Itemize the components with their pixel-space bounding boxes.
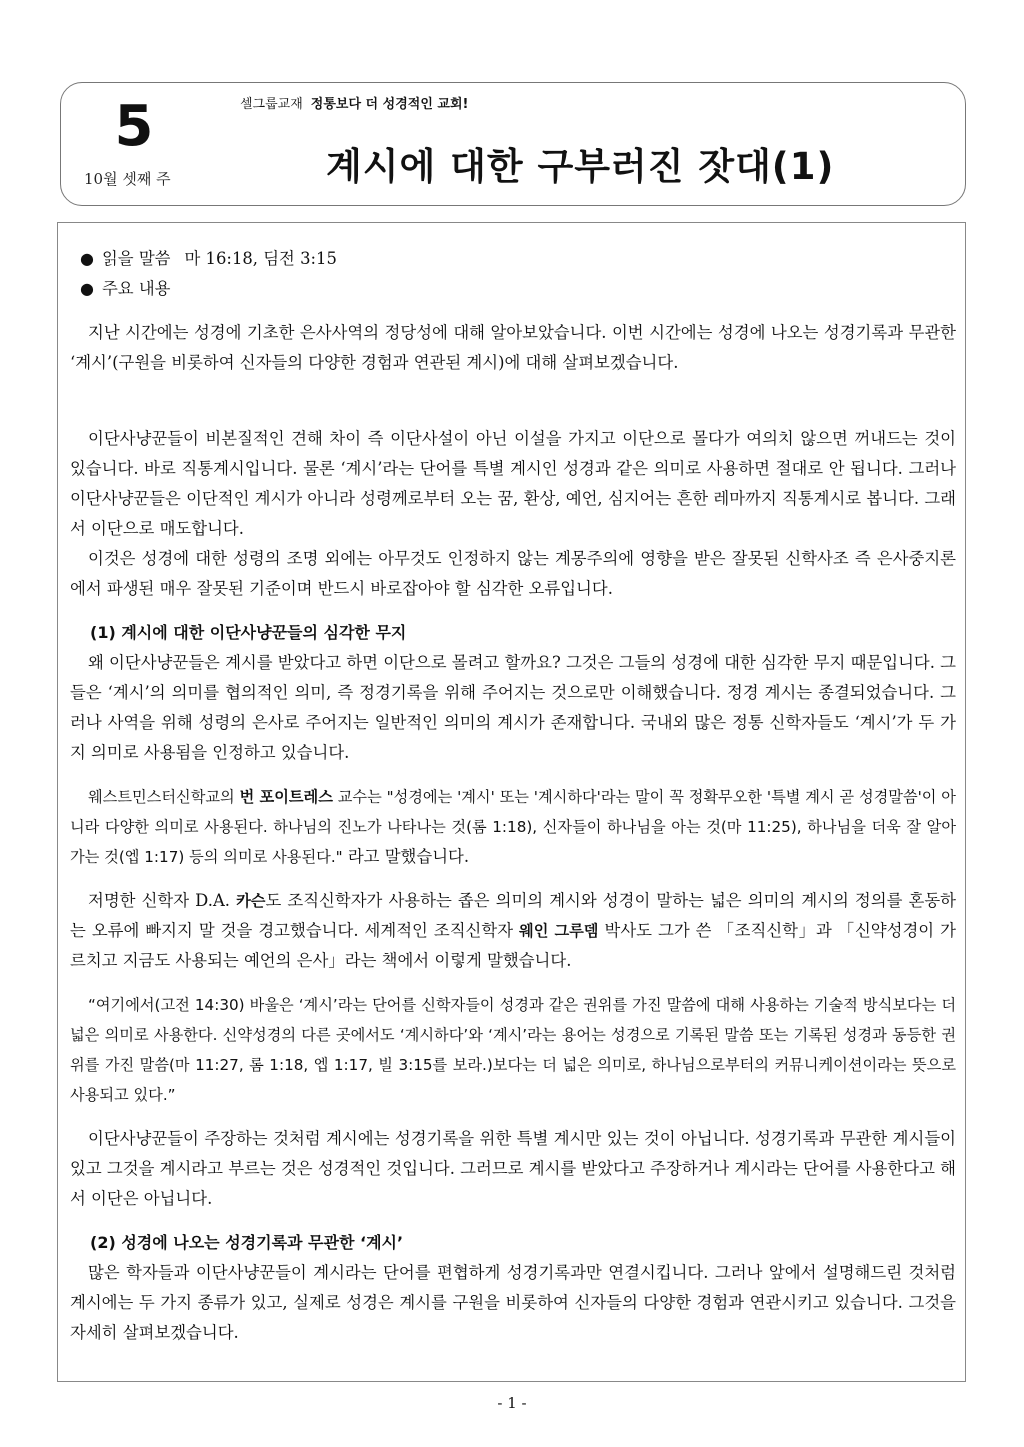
quote-grudem: “여기에서(고전 14:30) 바울은 ‘계시’라는 단어를 신학자들이 성경과 같은 권위를 가진 말씀에 대해 사용하는 기술적 방식보다는 더 넓은 의미로 사용한다. 신약성경의 다른 곳에서도 ‘계시하다’와 ‘계시’라는 용어는 성경으로 기록된 말씀 또는 기록된 성경과 동등한 권위를 가진 말씀(마 11:27, 롬 1:18, 엡 1:17, 빌 3:15를 보라.)보다는 더 넓은 의미로, 하나님으로부터의 커뮤니케이션이라는 뜻으로 사용되고 있다.” [70, 996, 956, 1104]
section-heading-1: (1) 계시에 대한 이단사냥꾼들의 심각한 무지 [90, 623, 407, 642]
name-grudem: 웨인 그루뎀 [519, 922, 599, 940]
spacer [70, 378, 956, 424]
series-line [240, 93, 468, 112]
week-label: 10월 셋째 주 [84, 170, 171, 188]
bullet-icon: ● [80, 249, 94, 268]
paragraph-conclusion: 이단사냥꾼들이 주장하는 것처럼 계시에는 성경기록을 위한 특별 계시만 있는 것이 아닙니다. 성경기록과 무관한 계시들이 있고 그것을 계시라고 부르는 것은 성경적인 것입니다. 그러므로 계시를 받았다고 주장하거나 계시라는 단어를 사용한다고 해서 이단은 아닙니다. [70, 1129, 956, 1208]
main-content-label: 주요 내용 [101, 279, 171, 298]
paragraph-intro: 지난 시간에는 성경에 기초한 은사사역의 정당성에 대해 알아보았습니다. 이번 시간에는 성경에 나오는 성경기록과 무관한 ‘계시’(구원을 비롯하여 신자들의 다양한 경험과 연관된 계시)에 대해 살펴보겠습니다. [70, 323, 956, 372]
spacer [70, 1214, 956, 1228]
bullet-icon: ● [80, 279, 94, 298]
page-number: - 1 - [497, 1394, 527, 1412]
spacer [70, 604, 956, 618]
spacer [70, 872, 956, 886]
spacer [70, 304, 956, 318]
reading-value: 마 16:18, 딤전 3:15 [184, 249, 337, 268]
series-label: 셀그룹교재 [240, 97, 303, 112]
spacer [70, 976, 956, 990]
paragraph-two-kinds: 많은 학자들과 이단사냥꾼들이 계시라는 단어를 편협하게 성경기록과만 연결시킵니다. 그러나 앞에서 설명해드린 것처럼 계시에는 두 가지 종류가 있고, 실제로 성경은 계시를 구원을 비롯하여 신자들의 다양한 경험과 연관시키고 있습니다. 그것을 자세히 살펴보겠습니다. [70, 1263, 956, 1342]
paragraph-direct-revelation: 이단사냥꾼들이 비본질적인 견해 차이 즉 이단사설이 아닌 이설을 가지고 이단으로 몰다가 여의치 않으면 꺼내드는 것이 있습니다. 바로 직통계시입니다. 물론 ‘계시’라는 단어를 특별 계시인 성경과 같은 의미로 사용하면 절대로 안 됩니다. 그러나 이단사냥꾼들은 이단적인 계시가 아니라 성령께로부터 오는 꿈, 환상, 예언, 심지어는 흔한 레마까지 직통계시로 봅니다. 그래서 이단으로 매도합니다. [70, 429, 956, 538]
series-title: 정통보다 더 성경적인 교회! [310, 97, 469, 112]
lesson-number: 5 [114, 94, 154, 159]
reading-row [70, 244, 956, 274]
paragraph-carson-grudem: 저명한 신학자 D.A. 카슨도 조직신학자가 사용하는 좁은 의미의 계시와 성경이 말하는 넓은 의미의 계시의 정의를 혼동하는 오류에 빠지지 말 것을 경고했습니다. 세계적인 조직신학자 웨인 그루뎀 박사도 그가 쓴 「조직신학」과 「신약성경이 가르치고 지금도 사용되는 예언의 은사」라는 책에서 이렇게 말했습니다. [70, 891, 956, 970]
main-content-row [70, 274, 956, 304]
section-heading-2: (2) 성경에 나오는 성경기록과 무관한 ‘계시’ [90, 1233, 404, 1252]
paragraph-poythress: 웨스트민스터신학교의 번 포이트레스 교수는 "성경에는 '계시' 또는 '계시하다'라는 말이 꼭 정확무오한 '특별 계시 곧 성경말씀'이 아니라 다양한 의미로 사용된다. 하나님의 진노가 나타나는 것(롬 1:18), 신자들이 하나님을 아는 것(마 11:25), 하나님을 더욱 잘 알아가는 것(엡 1:17) 등의 의미로 사용된다." 라고 말했습니다. [70, 788, 956, 866]
spacer [70, 768, 956, 782]
name-carson: 카슨 [236, 892, 266, 910]
content-body [70, 244, 956, 1348]
paragraph-ignorance: 왜 이단사냥꾼들은 계시를 받았다고 하면 이단으로 몰려고 할까요? 그것은 그들의 성경에 대한 심각한 무지 때문입니다. 그들은 ‘계시’의 의미를 협의적인 의미, 즉 정경기록을 위해 주어지는 것으로만 이해했습니다. 정경 계시는 종결되었습니다. 그러나 사역을 위해 성령의 은사로 주어지는 일반적인 의미의 계시가 존재합니다. 국내외 많은 정통 신학자들도 ‘계시’가 두 가지 의미로 사용됨을 인정하고 있습니다. [70, 653, 956, 762]
spacer [70, 1110, 956, 1124]
reading-label: 읽을 말씀 [101, 249, 171, 268]
page-title: 계시에 대한 구부러진 잣대(1) [326, 145, 835, 188]
paragraph-cessationism: 이것은 성경에 대한 성령의 조명 외에는 아무것도 인정하지 않는 계몽주의에 영향을 받은 잘못된 신학사조 즉 은사중지론에서 파생된 매우 잘못된 기준이며 반드시 바로잡아야 할 심각한 오류입니다. [70, 549, 956, 598]
name-poythress: 번 포이트레스 [239, 788, 333, 806]
